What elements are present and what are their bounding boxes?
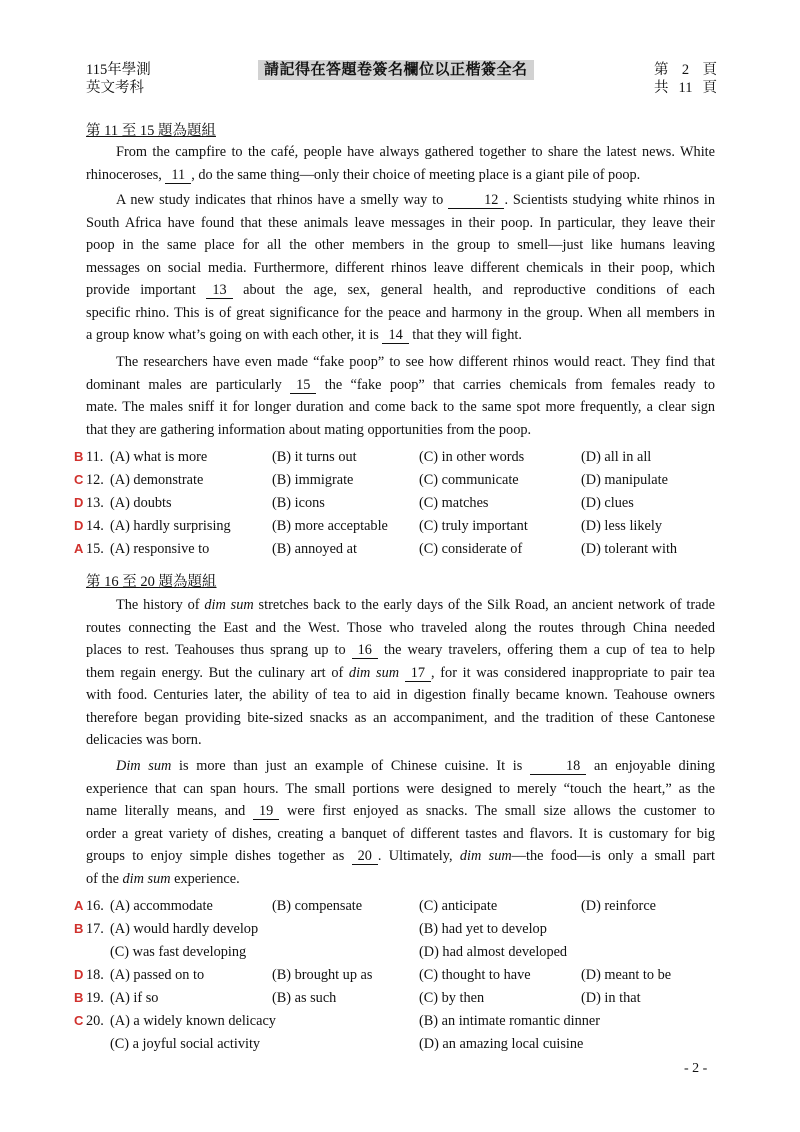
passage-line: specific rhino. This is of great significance for the peace and harmony in the group. When all members in (86, 304, 715, 321)
option-b[interactable]: (B) had yet to develop (419, 921, 547, 937)
option-a[interactable]: (A) demonstrate (110, 472, 204, 488)
question-number: 18. (86, 967, 104, 983)
passage-line: South Africa have found that these animals leave messages in their poop. In particular, they leave their (86, 214, 715, 231)
exam-subject: 英文考科 (86, 80, 144, 96)
passage-line: From the campfire to the café, people have always gathered together to share the latest news. White (116, 144, 715, 160)
option-d[interactable]: (D) tolerant with (581, 541, 678, 557)
option-a[interactable]: (A) passed on to (110, 967, 205, 983)
option-d[interactable]: (D) had almost developed (419, 944, 568, 960)
passage-line: mate. The males sniff it for longer duration and come back to the same spot more frequently, a clear sign (86, 399, 715, 415)
question-number: 13. (86, 495, 104, 511)
passage-line (86, 164, 715, 187)
text-segment: rhinoceroses, (86, 166, 166, 183)
blank-20: 20 (352, 848, 378, 865)
option-c[interactable]: (C) was fast developing (110, 944, 247, 960)
option-b[interactable]: (B) brought up as (272, 967, 373, 983)
text-segment: . Ultimately, (377, 848, 460, 864)
text-segment: a group know what’s going on with each other, it is (86, 327, 383, 343)
text-segment: A new study indicates that rhinos have a smelly way to (116, 192, 449, 208)
passage-line: messages on social media. Furthermore, different rhinos leave different chemicals in their poop, which (86, 259, 715, 276)
text-segment: The history of (116, 597, 205, 613)
option-d[interactable]: (D) less likely (581, 518, 662, 534)
text-segment: places to rest. Teahouses thus sprang up to (86, 642, 352, 658)
text-segment: provide important (86, 282, 207, 298)
option-c[interactable]: (C) considerate of (419, 541, 523, 557)
total-page-count: 11 (678, 80, 693, 96)
blank-18: 18 (530, 758, 586, 775)
question-number: 17. (86, 921, 104, 937)
option-c[interactable]: (C) matches (419, 495, 489, 511)
answer-mark: D (74, 495, 84, 510)
italic-term: dim sum (459, 848, 512, 864)
option-b[interactable]: (B) as such (272, 990, 337, 1006)
group-title-16-20: 第 16 至 20 題為題組 (86, 574, 217, 590)
option-a[interactable]: (A) a widely known delicacy (110, 1013, 276, 1029)
option-c[interactable]: (C) truly important (419, 518, 528, 534)
question-number: 14. (86, 518, 104, 534)
passage-line (86, 800, 715, 823)
passage-paragraph (86, 594, 715, 752)
passage-line (86, 662, 715, 685)
text-segment: name literally means, and (86, 803, 254, 819)
passage-paragraph (86, 189, 715, 347)
passage-line (86, 279, 715, 302)
blank-16: 16 (352, 642, 378, 659)
option-c[interactable]: (C) communicate (419, 472, 519, 488)
text-segment: that they will fight. (408, 327, 522, 343)
text-segment: . Scientists studying white rhinos in (504, 192, 715, 208)
option-a[interactable]: (A) would hardly develop (110, 921, 259, 937)
passage-line: experience that can span hours. The small portions were designed to merely “touch the heart,” as the (86, 780, 715, 797)
exam-header-right (654, 61, 717, 97)
question-number: 15. (86, 541, 104, 557)
italic-term: dim sum (122, 870, 171, 887)
text-segment: of the (86, 870, 123, 887)
option-d[interactable]: (D) reinforce (581, 898, 657, 914)
passage-line (86, 374, 715, 397)
current-page: 2 (681, 62, 690, 78)
passage-line: order a great variety of dishes, creating a banquet of different tastes and flavors. It is customary for big (86, 825, 715, 842)
italic-term: dim sum (204, 597, 254, 613)
question-number: 20. (86, 1013, 104, 1029)
blank-14: 14 (382, 327, 408, 344)
passage-line: therefore began providing bite-sized snacks as an accompaniment, and the tradition of these Cantonese (86, 709, 715, 726)
blank-12: 12 (448, 192, 504, 209)
option-b[interactable]: (B) compensate (272, 898, 363, 914)
option-a[interactable]: (A) hardly surprising (110, 518, 231, 534)
option-a[interactable]: (A) responsive to (110, 541, 210, 557)
italic-term: dim sum (348, 664, 400, 681)
text-segment: them regain energy. But the culinary art of (86, 664, 349, 681)
passage-paragraph (86, 351, 715, 441)
option-a[interactable]: (A) doubts (110, 495, 172, 511)
question-number: 12. (86, 472, 104, 488)
text-segment: dominant males are particularly (86, 376, 291, 393)
passage-paragraph (86, 141, 715, 186)
answer-mark: D (74, 967, 84, 982)
option-b[interactable]: (B) it turns out (272, 449, 357, 465)
text-segment: the “fake poop” that carries chemicals from females ready to (316, 376, 716, 393)
passage-line: The researchers have even made “fake poop” to see how different rhinos would react. They find that (116, 354, 715, 370)
option-d[interactable]: (D) in that (581, 990, 641, 1006)
group-title-11-15: 第 11 至 15 題為題組 (86, 123, 216, 139)
passage-line (86, 189, 715, 212)
blank-19: 19 (253, 803, 279, 820)
answer-mark: A (74, 898, 84, 913)
total-pages: 共 11 頁 (654, 80, 717, 96)
text-segment: about the age, sex, general health, and reproductive conditions of each (232, 282, 715, 298)
passage-line (86, 755, 715, 778)
answer-mark: B (74, 990, 84, 1005)
page-number: - 2 - (684, 1061, 708, 1076)
text-segment: experience. (170, 870, 240, 887)
option-b[interactable]: (B) icons (272, 495, 325, 511)
answer-mark: C (74, 472, 84, 487)
option-a[interactable]: (A) if so (110, 990, 159, 1006)
passage-line: routes connecting the East and the West. Those who traveled along the routes through China needed (86, 619, 715, 636)
option-a[interactable]: (A) accommodate (110, 898, 213, 914)
text-segment: , do the same thing—only their choice of meeting place is a giant pile of poop. (191, 166, 641, 183)
option-a[interactable]: (A) what is more (110, 449, 208, 465)
exam-year: 115年學測 (86, 62, 151, 78)
passage-line (86, 845, 715, 868)
blank-17: 17 (405, 665, 431, 682)
passage-line: delicacies was born. (86, 732, 202, 748)
option-b[interactable]: (B) immigrate (272, 472, 354, 488)
passage-line (86, 868, 715, 891)
passage-line (86, 594, 715, 617)
passage-line: that they are gathering information about mating opportunities from the poop. (86, 421, 532, 438)
passage-line: poop in the same place for all the other members in the group to smell—just like humans leaving (86, 237, 715, 253)
passage-line (86, 639, 715, 662)
passage-line (86, 324, 715, 347)
option-c[interactable]: (C) a joyful social activity (110, 1036, 261, 1052)
passage-paragraph (86, 755, 715, 890)
blank-13: 13 (206, 282, 232, 299)
option-d[interactable]: (D) meant to be (581, 967, 672, 983)
text-segment: the weary travelers, offering them a cup of tea to help (377, 642, 715, 658)
text-segment: were first enjoyed as snacks. The small size allows the customer to (279, 803, 715, 819)
question-number: 11. (86, 449, 104, 465)
text-segment: groups to enjoy simple dishes together as (86, 848, 352, 864)
question-number: 19. (86, 990, 104, 1006)
option-c[interactable]: (C) in other words (419, 449, 525, 465)
exam-header-left (86, 61, 151, 97)
answer-mark: A (74, 541, 84, 556)
question-number: 16. (86, 898, 104, 914)
answer-mark: D (74, 518, 84, 533)
page-indicator: 第 2 頁 (654, 62, 717, 78)
option-c[interactable]: (C) thought to have (419, 967, 531, 983)
text-segment: an enjoyable dining (586, 758, 715, 774)
option-c[interactable]: (C) anticipate (419, 898, 498, 914)
option-b[interactable]: (B) annoyed at (272, 541, 357, 557)
option-d[interactable]: (D) an amazing local cuisine (419, 1036, 584, 1052)
option-d[interactable]: (D) clues (581, 495, 634, 511)
option-d[interactable]: (D) manipulate (581, 472, 668, 488)
text-segment: is more than just an example of Chinese cuisine. It is (171, 758, 531, 774)
answer-mark: B (74, 921, 84, 936)
signature-reminder: 請記得在答題卷簽名欄位以正楷簽全名 (258, 60, 534, 80)
option-c[interactable]: (C) by then (419, 990, 485, 1006)
answer-mark: B (74, 449, 84, 464)
blank-11: 11 (165, 167, 191, 184)
blank-15: 15 (290, 377, 316, 394)
answer-mark: C (74, 1013, 84, 1028)
italic-term: Dim sum (116, 758, 172, 774)
passage-line: with food. Centuries later, the ability of tea to aid in digestion finally became known. Teahouse owners (86, 687, 715, 703)
text-segment: stretches back to the early days of the Silk Road, an ancient network of trade (253, 597, 716, 613)
text-segment: , for it was considered inappropriate to pair tea (431, 664, 715, 681)
option-d[interactable]: (D) all in all (581, 449, 652, 465)
option-b[interactable]: (B) an intimate romantic dinner (419, 1013, 601, 1029)
option-b[interactable]: (B) more acceptable (272, 518, 388, 534)
text-segment: —the food—is only a small part (511, 848, 716, 864)
